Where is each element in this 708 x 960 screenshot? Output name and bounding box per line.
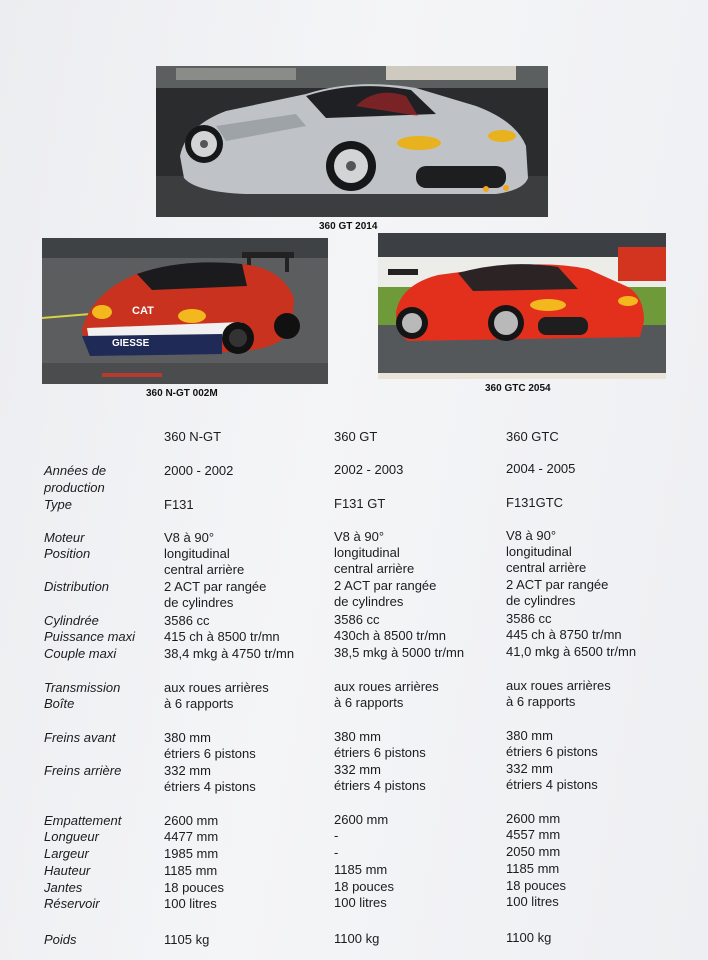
caption-360-gt: 360 GT 2014 bbox=[319, 221, 378, 232]
table-cell: 380 mm bbox=[164, 730, 211, 745]
table-cell: F131 bbox=[164, 497, 194, 512]
table-cell: 38,5 mkg à 5000 tr/mn bbox=[334, 645, 465, 660]
row-label: Largeur bbox=[44, 846, 89, 861]
table-cell: 1105 kg bbox=[164, 932, 210, 947]
car-image-silver bbox=[156, 66, 548, 217]
table-cell: aux roues arrières bbox=[334, 679, 439, 694]
table-cell: 2600 mm bbox=[164, 813, 219, 828]
row-label: Poids bbox=[44, 932, 77, 947]
column-header-gt: 360 GT bbox=[334, 429, 378, 444]
car-image-gtc bbox=[378, 233, 666, 379]
table-cell: 2002 - 2003 bbox=[334, 462, 404, 477]
table-cell: 100 litres bbox=[334, 895, 387, 910]
table-cell: 2 ACT par rangée bbox=[334, 578, 437, 593]
table-cell: de cylindres bbox=[164, 595, 234, 610]
photo-360-ngt bbox=[42, 238, 328, 384]
table-cell: 380 mm bbox=[334, 729, 381, 744]
table-cell: aux roues arrières bbox=[506, 678, 611, 693]
table-cell: central arrière bbox=[506, 560, 587, 575]
row-label: Type bbox=[44, 497, 72, 512]
table-cell: 3586 cc bbox=[334, 612, 380, 627]
column-header-gtc: 360 GTC bbox=[506, 429, 559, 444]
table-cell: 3586 cc bbox=[506, 611, 552, 626]
table-cell: 4477 mm bbox=[164, 829, 219, 844]
row-label: Freins avant bbox=[44, 730, 116, 745]
table-cell: étriers 4 pistons bbox=[164, 779, 256, 794]
photo-360-gt bbox=[156, 66, 548, 217]
table-cell: aux roues arrières bbox=[164, 680, 269, 695]
row-label: Transmission bbox=[44, 680, 121, 695]
table-cell: 2 ACT par rangée bbox=[506, 577, 609, 592]
table-cell: 415 ch à 8500 tr/mn bbox=[164, 629, 280, 644]
table-cell: de cylindres bbox=[506, 593, 576, 608]
row-label: Moteur bbox=[44, 530, 85, 545]
table-cell: de cylindres bbox=[334, 594, 404, 609]
table-cell: 2004 - 2005 bbox=[506, 461, 576, 476]
table-cell: V8 à 90° bbox=[164, 530, 215, 545]
table-cell: 332 mm bbox=[164, 763, 211, 778]
row-label: Longueur bbox=[44, 829, 99, 844]
table-cell: 1185 mm bbox=[164, 863, 218, 878]
table-cell: étriers 4 pistons bbox=[334, 778, 426, 793]
table-cell: 2 ACT par rangée bbox=[164, 579, 267, 594]
table-cell: 332 mm bbox=[506, 761, 553, 776]
table-cell: - bbox=[334, 828, 339, 843]
row-label: Années de production bbox=[44, 463, 107, 495]
table-cell: à 6 rapports bbox=[334, 695, 404, 710]
table-cell: central arrière bbox=[164, 562, 245, 577]
table-cell: central arrière bbox=[334, 561, 415, 576]
table-cell: étriers 6 pistons bbox=[164, 746, 256, 761]
table-cell: 1185 mm bbox=[334, 862, 388, 877]
row-label: Distribution bbox=[44, 579, 110, 594]
livery-text-giesse: GIESSE bbox=[112, 338, 150, 349]
livery-text-cat: CAT bbox=[132, 305, 154, 317]
photo-360-gtc bbox=[378, 233, 666, 379]
row-label: Empattement bbox=[44, 813, 122, 828]
table-cell: étriers 6 pistons bbox=[506, 744, 598, 759]
table-cell: 430ch à 8500 tr/mn bbox=[334, 628, 447, 643]
table-cell: longitudinal bbox=[164, 546, 230, 561]
table-cell: - bbox=[334, 845, 339, 860]
table-cell: F131 GT bbox=[334, 496, 386, 511]
table-cell: 2600 mm bbox=[506, 811, 561, 826]
table-cell: longitudinal bbox=[334, 545, 400, 560]
table-cell: longitudinal bbox=[506, 544, 572, 559]
table-cell: 3586 cc bbox=[164, 613, 210, 628]
table-cell: F131GTC bbox=[506, 495, 564, 510]
table-cell: 18 pouces bbox=[506, 878, 566, 893]
caption-360-gtc: 360 GTC 2054 bbox=[485, 383, 551, 394]
table-cell: à 6 rapports bbox=[164, 696, 234, 711]
table-cell: 1985 mm bbox=[164, 846, 219, 861]
table-cell: étriers 6 pistons bbox=[334, 745, 426, 760]
caption-360-ngt: 360 N-GT 002M bbox=[146, 388, 218, 399]
table-cell: 18 pouces bbox=[334, 879, 394, 894]
table-cell: 2050 mm bbox=[506, 844, 561, 859]
table-cell: V8 à 90° bbox=[506, 528, 557, 543]
table-cell: 18 pouces bbox=[164, 880, 224, 895]
row-label: Puissance maxi bbox=[44, 629, 136, 644]
table-cell: 332 mm bbox=[334, 762, 381, 777]
table-cell: 1100 kg bbox=[506, 930, 552, 945]
table-cell: 445 ch à 8750 tr/mn bbox=[506, 627, 622, 642]
table-cell: 100 litres bbox=[164, 896, 217, 911]
column-header-ngt: 360 N-GT bbox=[164, 429, 222, 444]
row-label: Réservoir bbox=[44, 896, 100, 911]
row-label: Position bbox=[44, 546, 91, 561]
table-cell: 380 mm bbox=[506, 728, 553, 743]
table-cell: 38,4 mkg à 4750 tr/mn bbox=[164, 646, 295, 661]
row-label: Freins arrière bbox=[44, 763, 122, 778]
row-label: Hauteur bbox=[44, 863, 91, 878]
row-label: Jantes bbox=[44, 880, 83, 895]
table-cell: étriers 4 pistons bbox=[506, 777, 598, 792]
table-cell: 41,0 mkg à 6500 tr/mn bbox=[506, 644, 637, 659]
row-label: Boîte bbox=[44, 696, 75, 711]
row-label: Couple maxi bbox=[44, 646, 117, 661]
table-cell: 1185 mm bbox=[506, 861, 560, 876]
table-cell: 100 litres bbox=[506, 894, 559, 909]
table-cell: 4557 mm bbox=[506, 827, 561, 842]
table-cell: 2000 - 2002 bbox=[164, 463, 234, 478]
table-cell: V8 à 90° bbox=[334, 529, 385, 544]
row-label: Cylindrée bbox=[44, 613, 99, 628]
table-cell: à 6 rapports bbox=[506, 694, 576, 709]
car-image-ngt bbox=[42, 238, 328, 384]
table-cell: 1100 kg bbox=[334, 931, 380, 946]
table-cell: 2600 mm bbox=[334, 812, 389, 827]
